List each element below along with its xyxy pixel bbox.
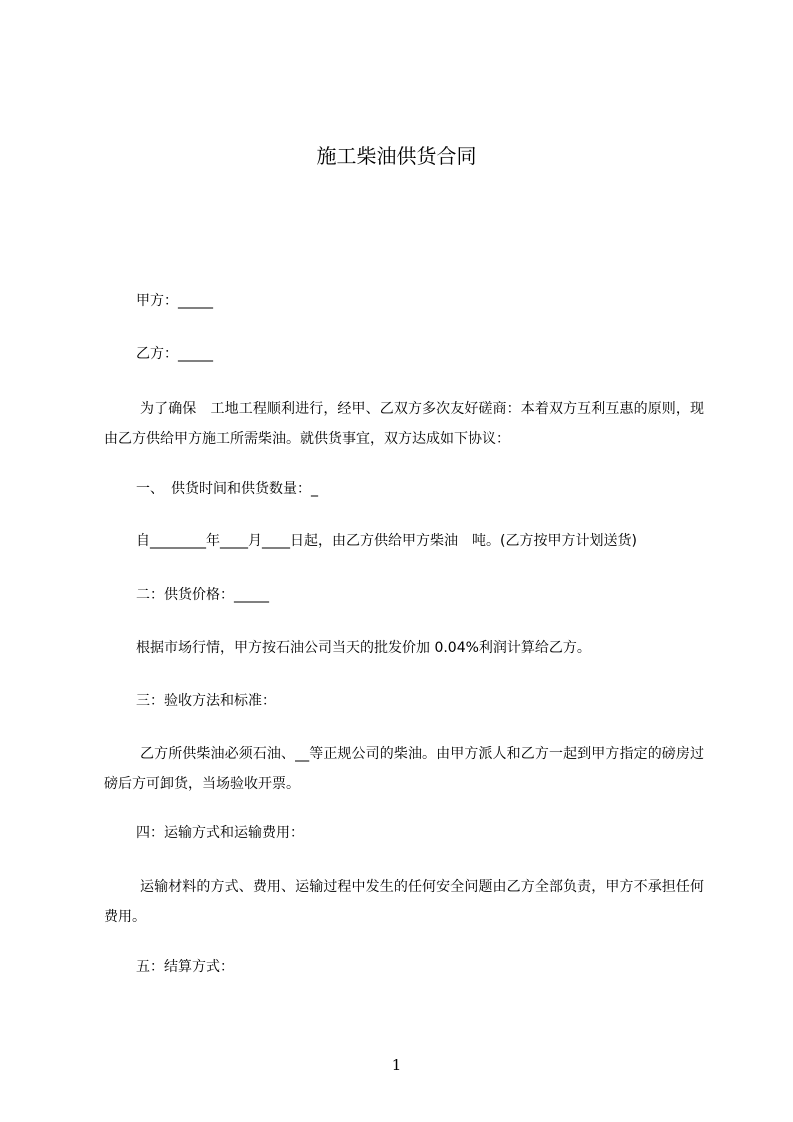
section-2-heading: 二：供货价格：_____: [136, 587, 269, 603]
section-5-heading: 五：结算方式：: [136, 959, 234, 975]
document-title: 施工柴油供货合同: [316, 144, 477, 168]
section-4-heading: 四：运输方式和运输费用：: [136, 825, 304, 841]
intro-paragraph: 为了确保 工地工程顺利进行，经甲、乙双方多次友好磋商：本着双方互利互惠的原则，现由乙方供给甲方施工所需柴油。就供货事宜，双方达成如下协议：: [104, 401, 704, 447]
party-b-line: 乙方：_____: [136, 346, 213, 362]
section-1-heading: 一、 供货时间和供货数量：_: [136, 481, 318, 497]
section-2-body: 根据市场行情，甲方按石油公司当天的批发价加 0.04%利润计算给乙方。: [136, 640, 591, 656]
page-number: 1: [391, 1056, 402, 1074]
section-4-body: 运输材料的方式、费用、运输过程中发生的任何安全问题由乙方全部负责，甲方不承担任何费用。: [104, 879, 704, 925]
section-3-heading: 三：验收方法和标准：: [136, 693, 276, 709]
section-3-body: 乙方所供柴油必须石油、__等正规公司的柴油。由甲方派人和乙方一起到甲方指定的磅房过磅后方可卸货，当场验收开票。: [104, 746, 704, 792]
party-a-line: 甲方：_____: [136, 293, 213, 309]
section-1-body: 自________年____月____日起，由乙方供给甲方柴油 吨。(乙方按甲方计划送货): [136, 533, 637, 549]
